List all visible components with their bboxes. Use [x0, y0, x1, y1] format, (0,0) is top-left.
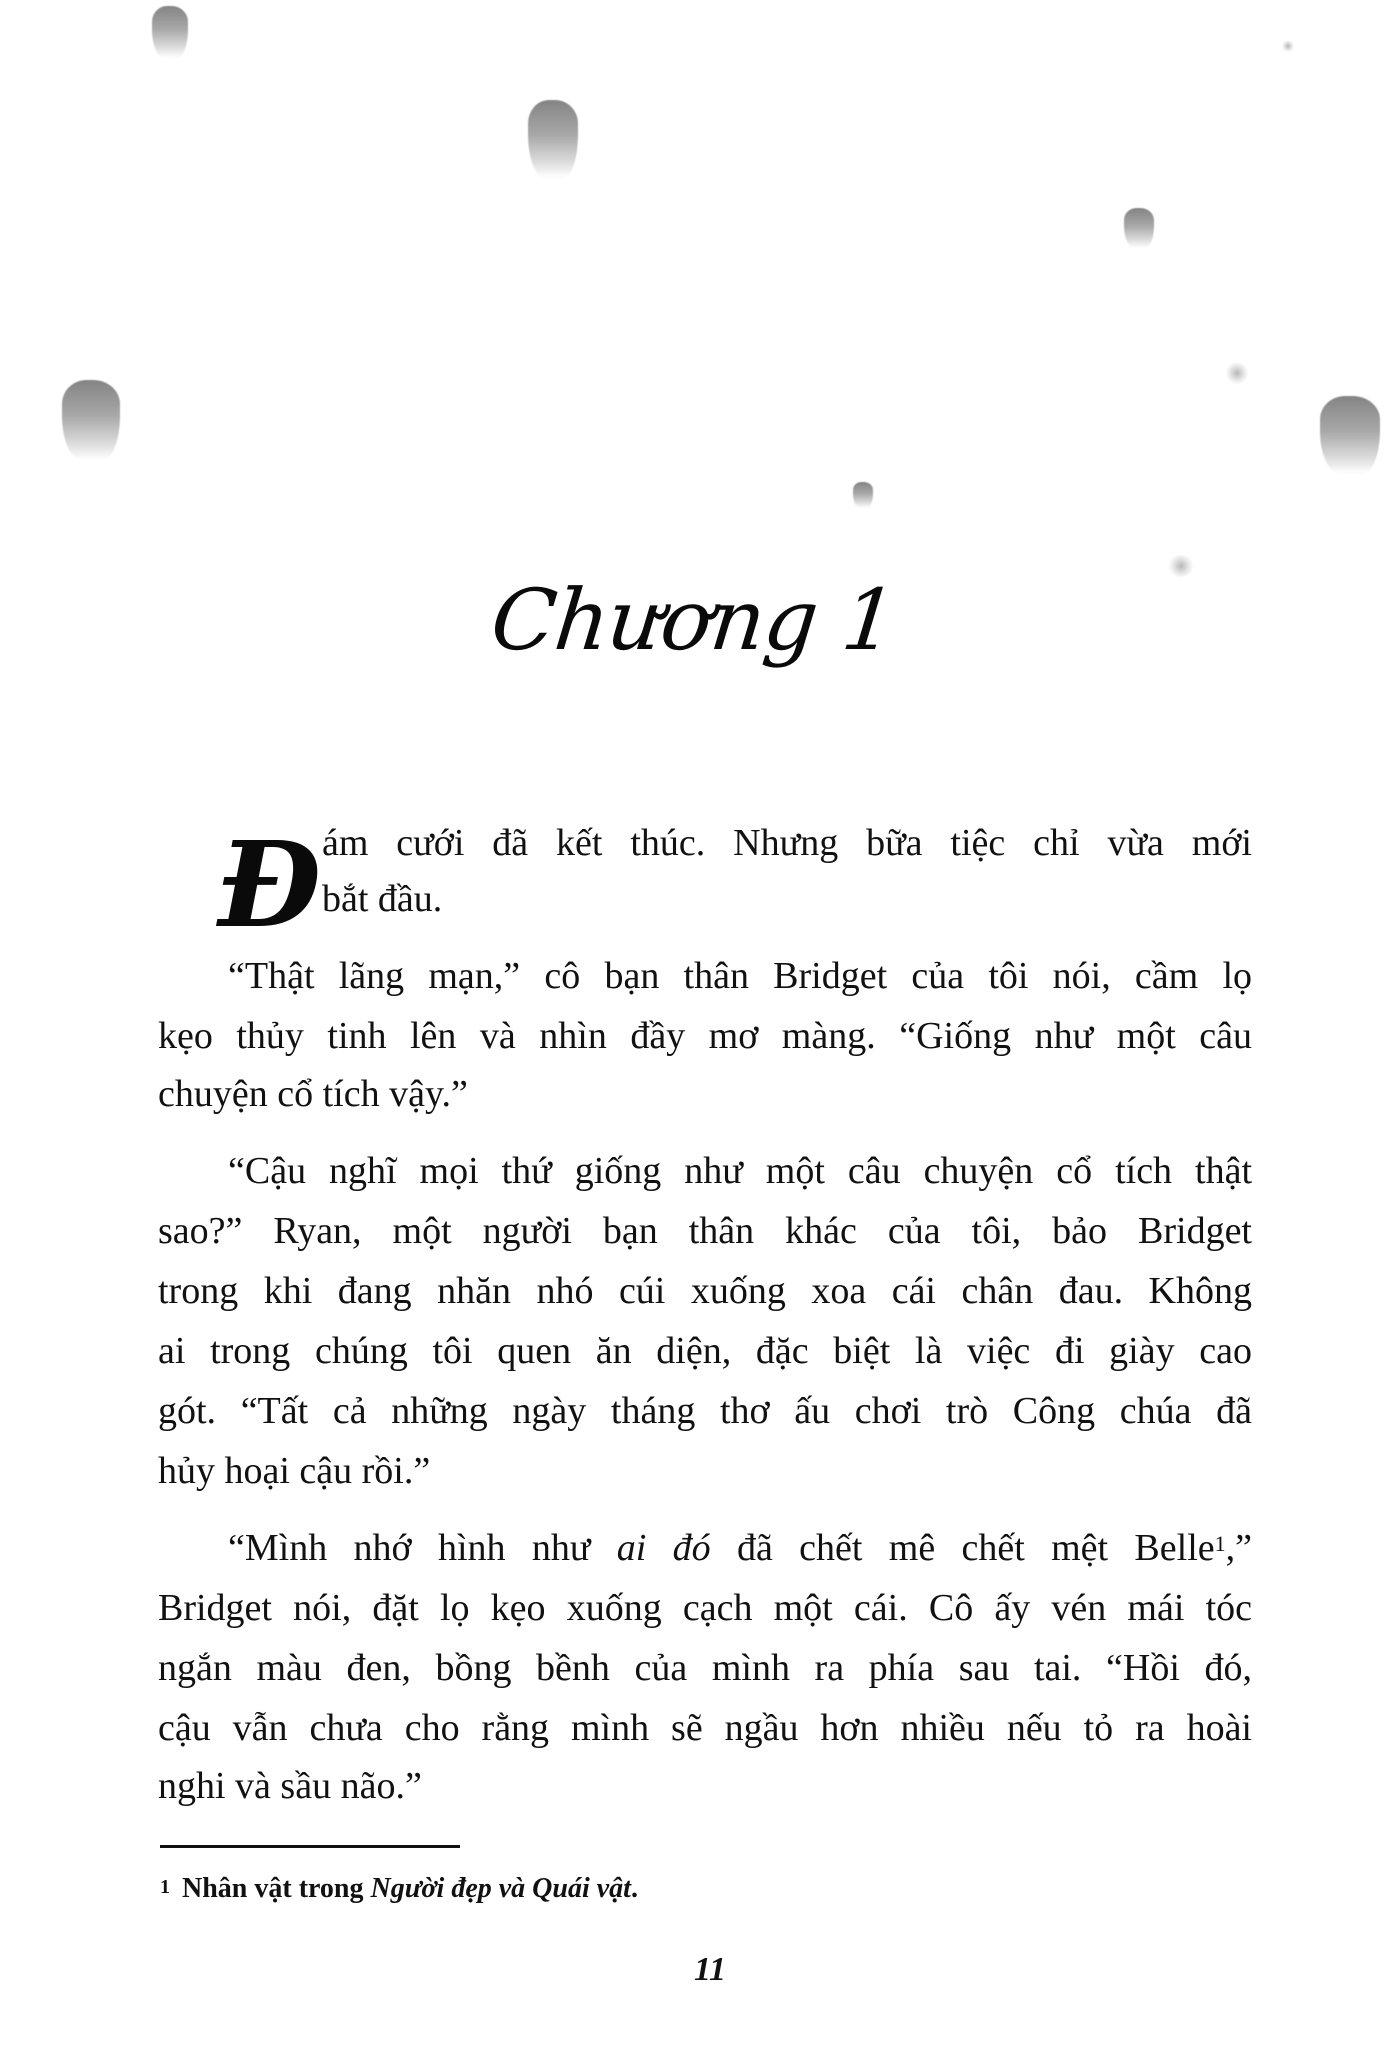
lantern-icon	[1320, 396, 1380, 474]
drop-cap: Đ	[218, 815, 322, 954]
body-line: bắt đầu.	[322, 878, 443, 920]
body-line: ai trong chúng tôi quen ăn diện, đặc biệt là việc đi giày cao	[158, 1330, 1252, 1372]
emphasis-text: ai đó	[616, 1527, 711, 1569]
body-line: kẹo thủy tinh lên và nhìn đầy mơ màng. “Giống như một câu	[158, 1015, 1252, 1057]
lantern-icon	[62, 380, 120, 460]
body-line: trong khi đang nhăn nhó cúi xuống xoa cái chân đau. Không	[158, 1270, 1252, 1312]
body-line: nghi và sầu não.”	[158, 1765, 422, 1807]
body-line: ám cưới đã kết thúc. Nhưng bữa tiệc chỉ vừa mới	[322, 822, 1252, 864]
body-line: sao?” Ryan, một người bạn thân khác của tôi, bảo Bridget	[158, 1210, 1252, 1252]
body-line: hủy hoại cậu rồi.”	[158, 1450, 431, 1492]
ink-smudge	[1226, 362, 1248, 384]
page-number: 11	[693, 1951, 727, 1988]
footnote-marker: 1	[160, 1876, 170, 1898]
lantern-icon	[528, 100, 578, 178]
chapter-title: Chương 1	[486, 571, 901, 669]
lantern-icon	[1124, 208, 1154, 248]
body-line: chuyện cổ tích vậy.”	[158, 1073, 468, 1115]
body-line: ngắn màu đen, bồng bềnh của mình ra phía sau tai. “Hồi đó,	[158, 1647, 1252, 1689]
footnote-reference[interactable]: 1	[1214, 1531, 1226, 1556]
body-line-with-footnote-ref	[228, 1525, 1252, 1571]
body-line: Bridget nói, đặt lọ kẹo xuống cạch một cái. Cô ấy vén mái tóc	[158, 1587, 1252, 1629]
text: “Mình nhớ hình như	[228, 1527, 617, 1569]
footnote-divider	[160, 1845, 460, 1848]
text: đã chết mê chết mệt Belle	[710, 1527, 1215, 1569]
body-line: “Cậu nghĩ mọi thứ giống như một câu chuyện cổ tích thật	[228, 1150, 1252, 1192]
lantern-icon	[853, 482, 873, 508]
text: ,”	[1225, 1527, 1252, 1569]
footnote-text: .	[630, 1873, 638, 1904]
body-line: “Thật lãng mạn,” cô bạn thân Bridget của tôi nói, cầm lọ	[228, 955, 1252, 997]
footnote-title: Người đẹp và Quái vật	[370, 1873, 631, 1904]
body-line: cậu vẫn chưa cho rằng mình sẽ ngầu hơn nhiều nếu tỏ ra hoài	[158, 1707, 1252, 1749]
ink-smudge	[1282, 40, 1294, 52]
footnote-text: Nhân vật trong	[182, 1873, 371, 1904]
lantern-icon	[152, 6, 188, 58]
footnote	[160, 1872, 638, 1906]
body-line: gót. “Tất cả những ngày tháng thơ ấu chơi trò Công chúa đã	[158, 1390, 1252, 1432]
